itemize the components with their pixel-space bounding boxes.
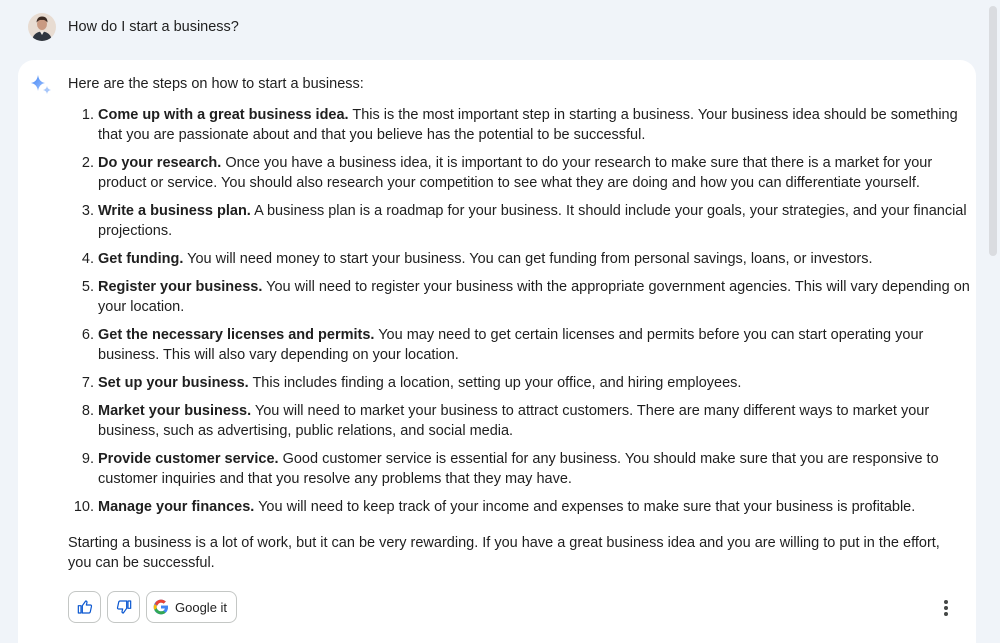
thumbs-up-button[interactable] bbox=[68, 591, 101, 623]
google-g-icon bbox=[153, 599, 169, 615]
step-title: Set up your business. bbox=[98, 375, 249, 391]
user-query bbox=[28, 12, 239, 42]
step-title: Write a business plan. bbox=[98, 203, 251, 219]
step-body: You will need money to start your business. You can get funding from personal savings, loans, or investors. bbox=[183, 251, 873, 267]
google-it-button[interactable] bbox=[146, 591, 237, 623]
list-item bbox=[98, 153, 978, 193]
thumbs-down-icon bbox=[116, 599, 132, 615]
list-item bbox=[98, 497, 978, 517]
step-title: Register your business. bbox=[98, 279, 263, 295]
step-title: Get funding. bbox=[98, 251, 184, 267]
step-body: Good customer service is essential for any business. You should make sure that you are responsive to customer inquiries and that you resolve any problems that they may have. bbox=[98, 451, 939, 487]
step-title: Come up with a great business idea. bbox=[98, 107, 349, 123]
list-item bbox=[98, 277, 978, 317]
list-item bbox=[98, 401, 978, 441]
list-item bbox=[98, 249, 978, 269]
step-body: You will need to market your business to attract customers. There are many different ways to market your business, such as advertising, public relations, and social media. bbox=[98, 403, 930, 439]
step-title: Do your research. bbox=[98, 155, 222, 171]
step-title: Manage your finances. bbox=[98, 499, 255, 515]
step-body: A business plan is a roadmap for your business. It should include your goals, your strategies, and your financial projections. bbox=[98, 203, 967, 239]
response-card bbox=[18, 60, 976, 643]
avatar-icon bbox=[28, 13, 56, 41]
step-body: This includes finding a location, setting up your office, and hiring employees. bbox=[248, 375, 742, 391]
more-vert-icon bbox=[943, 599, 949, 617]
step-title: Provide customer service. bbox=[98, 451, 279, 467]
steps-list bbox=[68, 105, 978, 525]
thumbs-up-icon bbox=[77, 599, 93, 615]
more-options-button[interactable] bbox=[934, 596, 958, 620]
thumbs-down-button[interactable] bbox=[107, 591, 140, 623]
list-item bbox=[98, 201, 978, 241]
list-item bbox=[98, 105, 978, 145]
list-item bbox=[98, 325, 978, 365]
query-text: How do I start a business? bbox=[68, 19, 239, 35]
step-title: Get the necessary licenses and permits. bbox=[98, 327, 375, 343]
list-item bbox=[98, 449, 978, 489]
step-title: Market your business. bbox=[98, 403, 252, 419]
scrollbar-thumb[interactable] bbox=[989, 6, 997, 256]
step-body: You will need to keep track of your income and expenses to make sure that your business is profitable. bbox=[254, 499, 916, 515]
gemini-sparkle-icon bbox=[29, 73, 53, 97]
response-intro: Here are the steps on how to start a business: bbox=[68, 76, 364, 92]
step-body: Once you have a business idea, it is important to do your research to make sure that there is a market for your product or service. You should also research your competition to see what they are doing and how you can differentiate yourself. bbox=[98, 155, 933, 191]
step-body: This is the most important step in starting a business. Your business idea should be something that you are passionate about and that you believe has the potential to be successful. bbox=[98, 107, 958, 143]
list-item bbox=[98, 373, 978, 393]
scrollbar[interactable] bbox=[986, 0, 1000, 643]
response-closing: Starting a business is a lot of work, but it can be very rewarding. If you have a great business idea and you are willing to put in the effort, you can be successful. bbox=[68, 535, 940, 571]
response-actions bbox=[68, 591, 237, 623]
step-body: You may need to get certain licenses and permits before you can start operating your business. This will also vary depending on your location. bbox=[98, 327, 924, 363]
google-it-label: Google it bbox=[175, 599, 228, 615]
avatar bbox=[28, 13, 56, 41]
step-body: You will need to register your business with the appropriate government agencies. This will vary depending on your location. bbox=[98, 279, 970, 315]
